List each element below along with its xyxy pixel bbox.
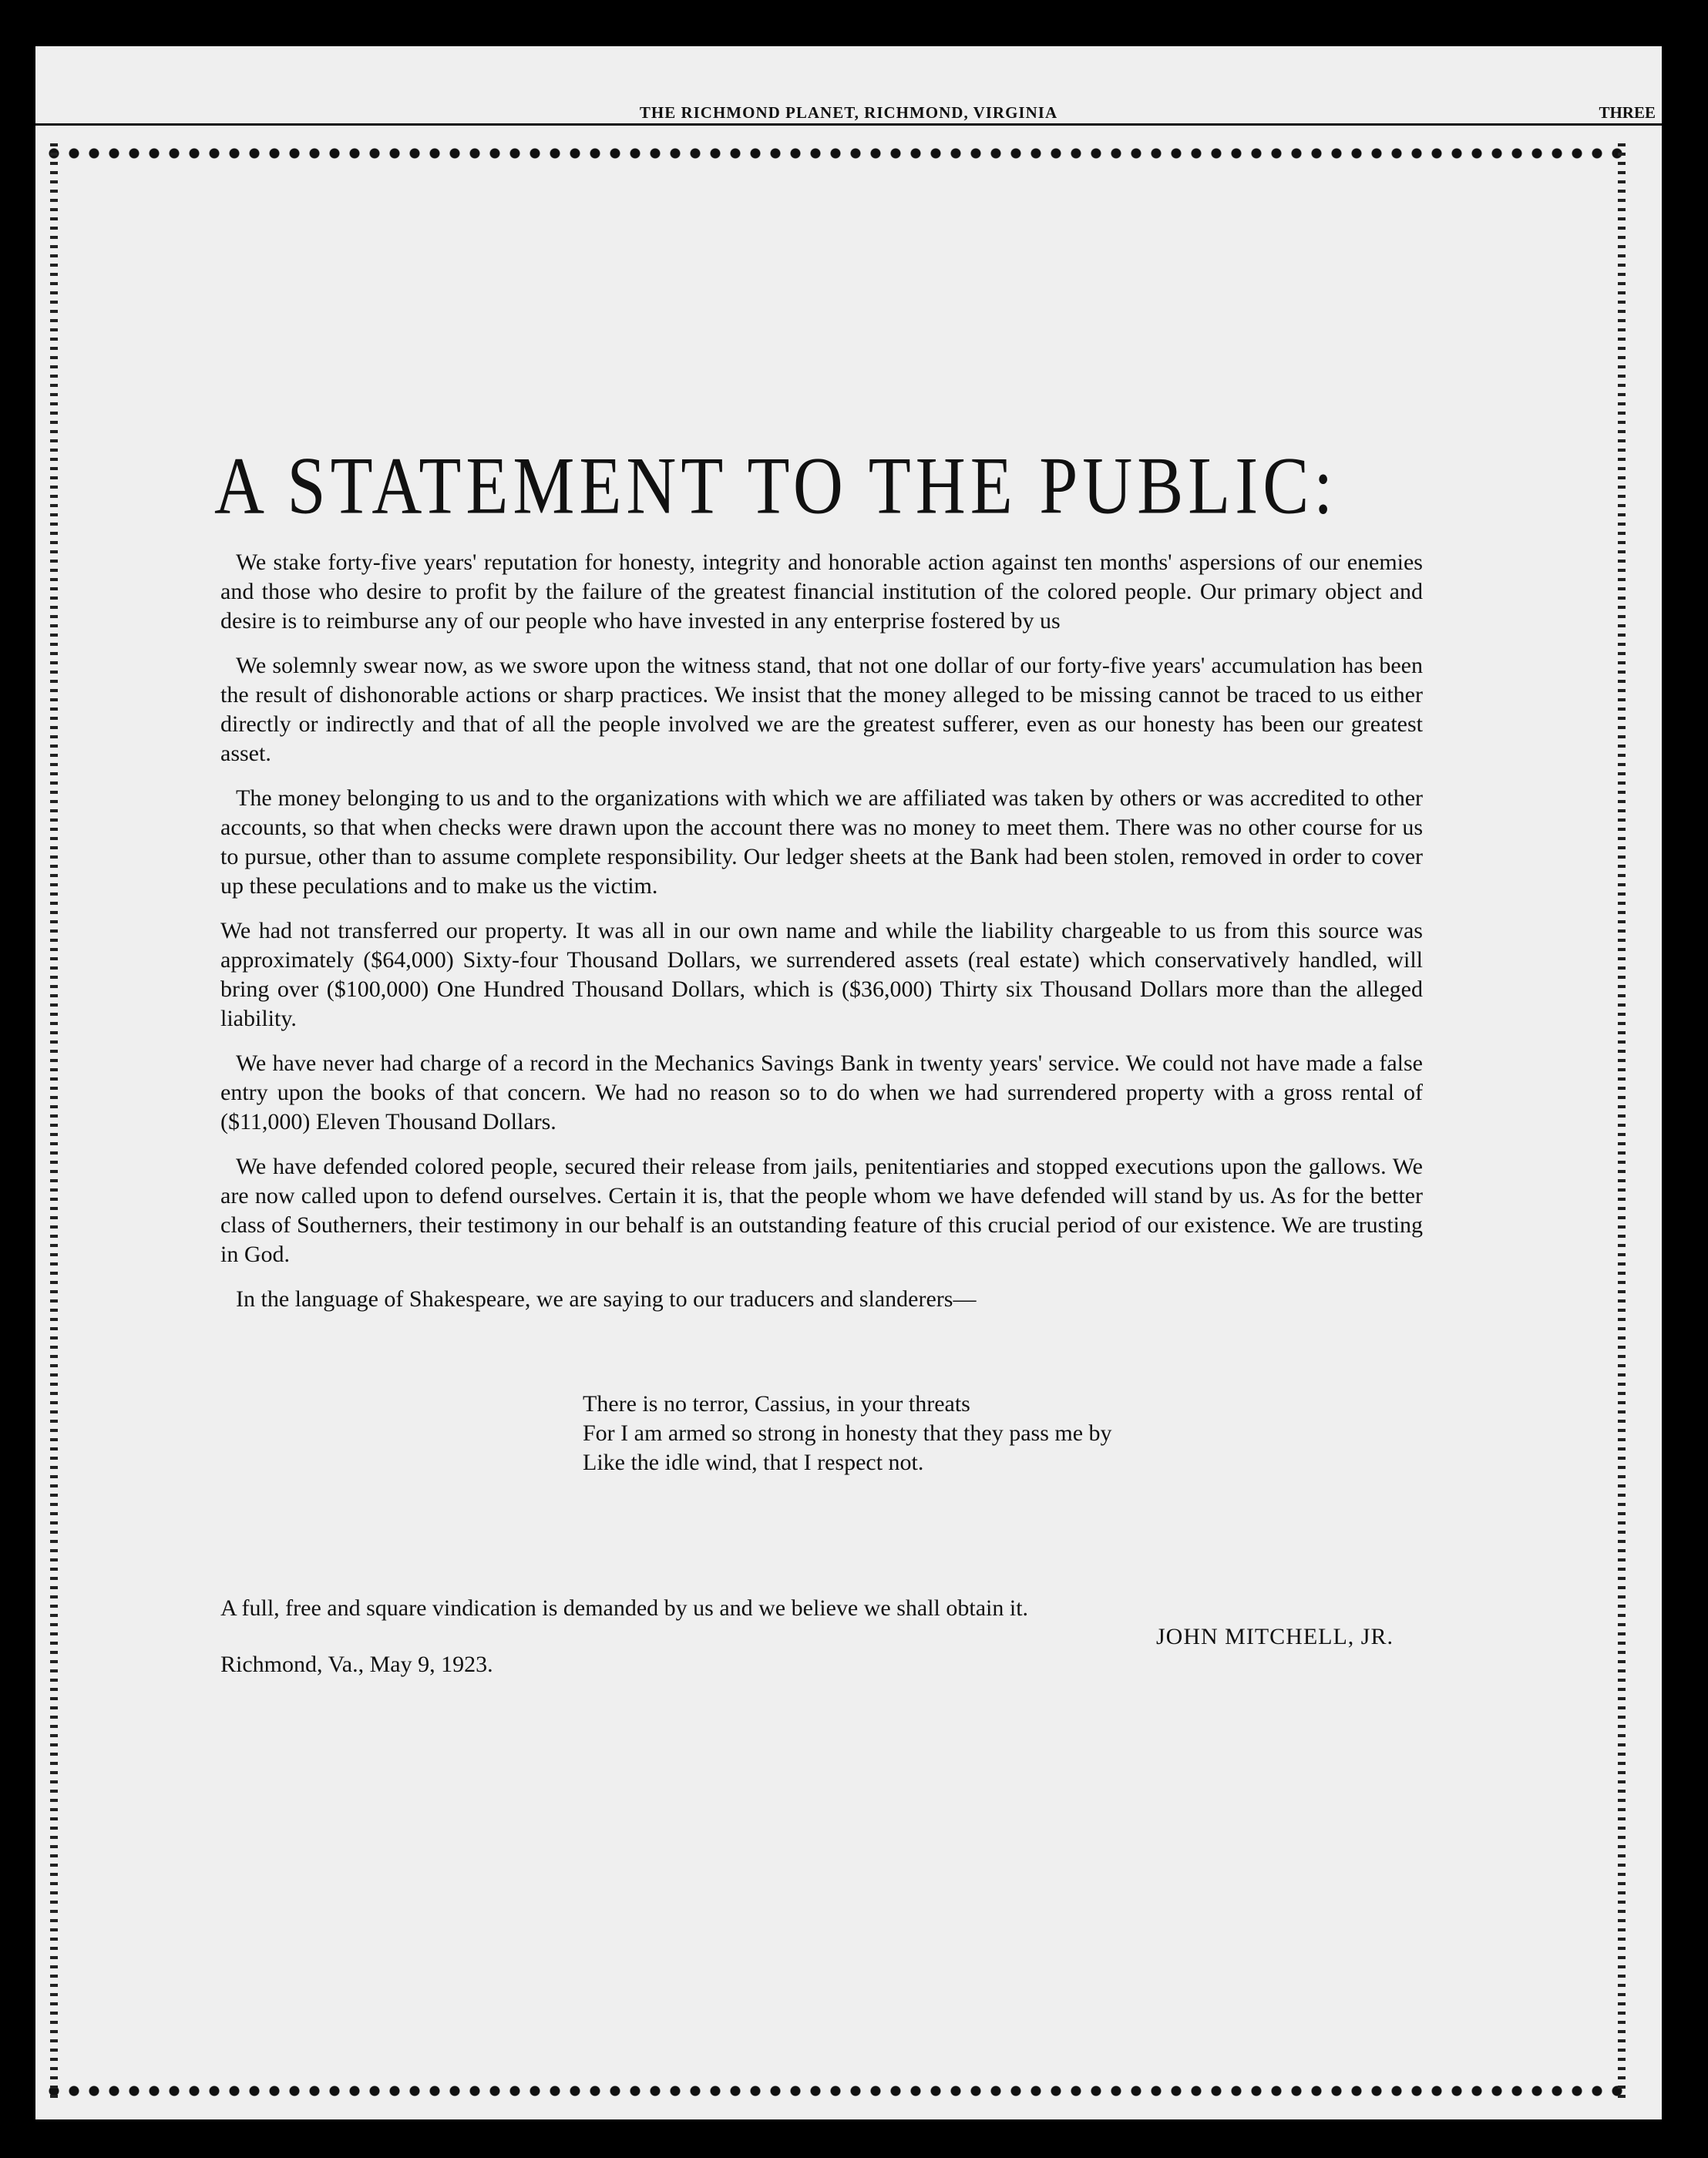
- border-top: [44, 143, 1632, 163]
- statement-body: [214, 439, 1423, 1678]
- shakespeare-quote: [583, 1390, 1423, 1477]
- closing-statement: A full, free and square vindication is demanded by us and we believe we shall obtain it.: [220, 1595, 1029, 1621]
- page-number: THREE: [1599, 103, 1656, 122]
- paragraph-oath: We solemnly swear now, as we swore upon the witness stand, that not one dollar of our forty-five years' accumulation has been the result of dishonorable actions or sharp practices. We insist that the money alleged to be missing cannot be traced to us either directly or indirectly and that of all the people involved we are the greatest sufferer, even as our honesty has been our greatest asset.: [220, 653, 1423, 766]
- headline: A STATEMENT TO THE PUBLIC:: [214, 441, 1338, 532]
- verse-line: There is no terror, Cassius, in your threats: [583, 1391, 970, 1417]
- dateline: Richmond, Va., May 9, 1923.: [220, 1652, 493, 1677]
- lead-in: In the language of Shakespeare, we are saying to our traducers and slanderers—: [236, 1286, 977, 1312]
- verse-line: For I am armed so strong in honesty that they pass me by: [583, 1420, 1112, 1446]
- signature: JOHN MITCHELL, JR.: [1156, 1624, 1394, 1649]
- header-rule: [35, 123, 1662, 126]
- paragraph-defended: We have defended colored people, secured their release from jails, penitentiaries and stopped executions upon the gallows. We are now called upon to defend ourselves. Certain it is, that the people whom we have defended will stand by us. As for the better class of Southerners, their testimony in our behalf is an outstanding feature of this crucial period of our existence. We are trusting in God.: [220, 1154, 1423, 1267]
- paragraph-reputation: We stake forty-five years' reputation for honesty, integrity and honorable action against ten months' aspersions of our enemies and those who desire to profit by the failure of the greatest financial institution of the colored people. Our primary object and desire is to reimburse any of our people who have invested in any enterprise fostered by us: [220, 550, 1423, 634]
- running-head: THE RICHMOND PLANET, RICHMOND, VIRGINIA: [639, 103, 1058, 122]
- paragraph-record: We have never had charge of a record in the Mechanics Savings Bank in twenty years' service. We could not have made a false entry upon the books of that concern. We had no reason so to do when we had surrendered property with a gross rental of ($11,000) Eleven Thousand Dollars.: [220, 1050, 1423, 1134]
- border-bottom: [44, 2081, 1632, 2101]
- paragraph-money: The money belonging to us and to the organizations with which we are affiliated was taken by others or was accredited to other accounts, so that when checks were drawn upon the account there was no money to meet them. There was no other course for us to pursue, other than to assume complete responsibility. Our ledger sheets at the Bank had been stolen, removed in order to cover up these peculations and to make us the victim.: [220, 785, 1423, 899]
- paragraph-property: We had not transferred our property. It was all in our own name and while the liability chargeable to us from this source was approximately ($64,000) Sixty-four Thousand Dollars, we surrendered assets (real estate) which conservatively handled, will bring over ($100,000) One Hundred Thousand Dollars, which is ($36,000) Thirty six Thousand Dollars more than the alleged liability.: [220, 918, 1423, 1031]
- border-left: [50, 143, 58, 2101]
- border-right: [1618, 143, 1626, 2101]
- verse-line: Like the idle wind, that I respect not.: [583, 1450, 924, 1475]
- newspaper-page: [35, 46, 1662, 2119]
